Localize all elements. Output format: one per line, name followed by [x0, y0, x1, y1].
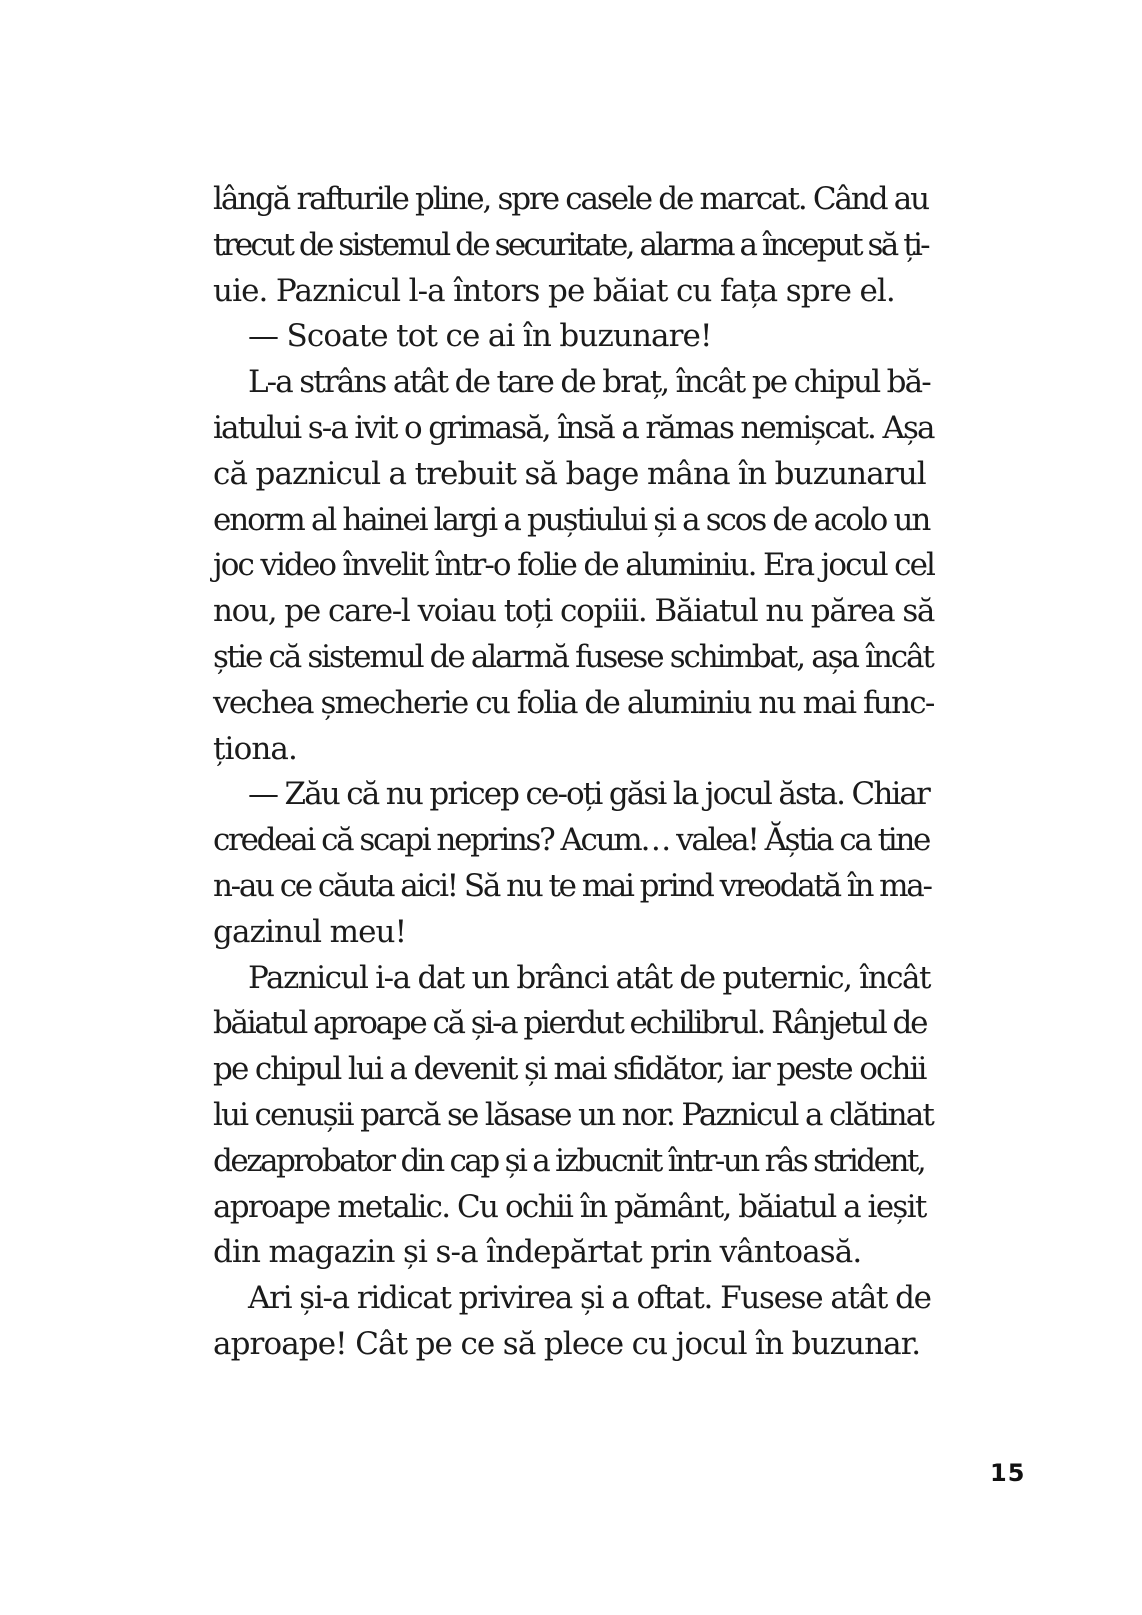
paragraph-start-line: Paznicul i-a dat un brânci atât de puternic, încât — [248, 959, 930, 996]
text-line: enorm al hainei largi a puștiului și a scos de acolo un — [213, 501, 930, 538]
page-number: 15 — [990, 1459, 1026, 1487]
text-line: că paznicul a trebuit să bage mâna în buzunarul — [213, 455, 926, 492]
text-line: uie. Paznicul l-a întors pe băiat cu fața spre el. — [213, 272, 895, 309]
text-line: știe că sistemul de alarmă fusese schimbat, așa încât — [213, 638, 933, 675]
text-line: lângă rafturile pline, spre casele de marcat. Când au — [213, 181, 929, 217]
paragraph-start-line: L-a strâns atât de tare de braț, încât pe chipul bă- — [248, 364, 930, 401]
text-line: din magazin și s-a îndepărtat prin vântoasă. — [213, 1234, 862, 1271]
text-line: credeai că scapi neprins? Acum… valea! Ăștia ca tine — [213, 822, 930, 859]
text-line: nou, pe care-l voiau toți copiii. Băiatul nu părea să — [213, 593, 935, 630]
text-line: ționa. — [213, 730, 297, 767]
text-line: iatului s-a ivit o grimasă, însă a rămas nemișcat. Așa — [213, 409, 934, 446]
body-text — [213, 177, 933, 1368]
paragraph-start-line: Ari și-a ridicat privirea și a oftat. Fusese atât de — [248, 1280, 931, 1317]
text-line: vechea șmecherie cu folia de aluminiu nu mai func- — [213, 684, 934, 721]
dialogue-line: — Scoate tot ce ai în buzunare! — [248, 318, 712, 355]
text-line: trecut de sistemul de securitate, alarma a început să ți- — [213, 226, 928, 263]
text-line: băiatul aproape că și-a pierdut echilibrul. Rânjetul de — [213, 1005, 927, 1042]
text-line: joc video învelit într-o folie de aluminiu. Era jocul cel — [213, 547, 935, 584]
text-line: gazinul meu! — [213, 913, 407, 950]
text-line: pe chipul lui a devenit și mai sfidător, iar peste ochii — [213, 1051, 926, 1088]
text-line: lui cenușii parcă se lăsase un nor. Paznicul a clătinat — [213, 1096, 933, 1133]
text-line: aproape metalic. Cu ochii în pământ, băiatul a ieșit — [213, 1188, 926, 1225]
text-line: dezaprobator din cap și a izbucnit într-un râs strident, — [213, 1142, 925, 1179]
text-line: aproape! Cât pe ce să plece cu jocul în buzunar. — [213, 1325, 921, 1362]
dialogue-line: — Zău că nu pricep ce-oți găsi la jocul ăsta. Chiar — [248, 776, 929, 813]
text-line: n-au ce căuta aici! Să nu te mai prind vreodată în ma- — [213, 867, 931, 904]
